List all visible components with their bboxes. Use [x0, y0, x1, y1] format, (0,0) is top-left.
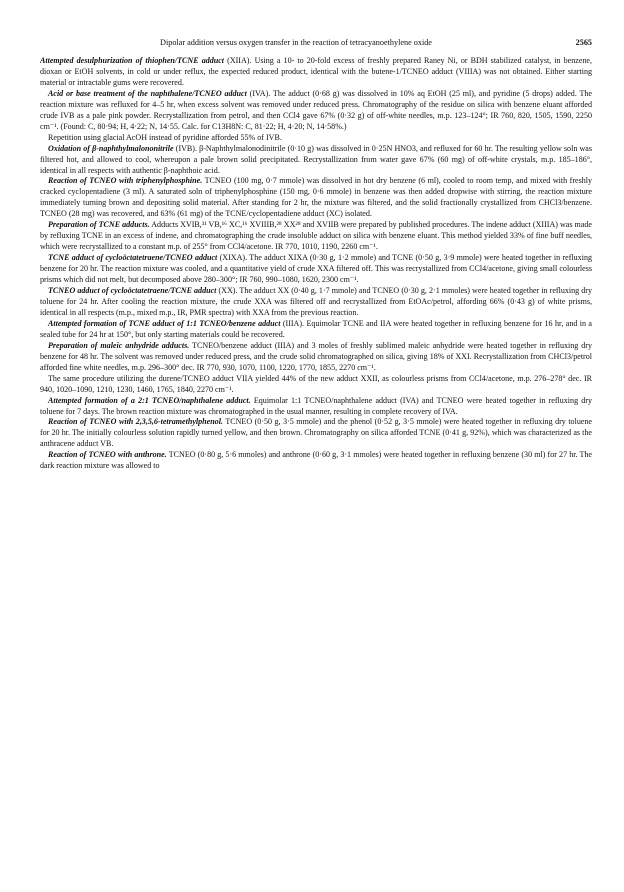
page-header — [40, 38, 592, 52]
paragraph-text: (XX). The adduct XX (0·40 g, 1·7 mmole) and TCNEO (0·30 g, 2·1 mmoles) were heated together in refluxing dry toluene for 24 hr. After cooling the reaction mixture, the crude XXA was filtered off and recrystallized from EtOAc/petrol, affording 66% (0·43 g) of white prisms, identical in all respects (m.p., mixed m.p., IR, PMR spectra) with XXA from the previous reaction. — [40, 286, 592, 317]
paragraph — [40, 374, 592, 396]
paragraph-heading: Acid or base treatment of the naphthalene/TCNEO adduct — [48, 88, 247, 98]
paragraph-heading: Preparation of maleic anhydride adducts. — [48, 340, 190, 350]
paragraph — [40, 450, 592, 472]
paragraph — [40, 176, 592, 220]
paragraph-heading: Reaction of TCNEO with triphenylphosphine. — [48, 176, 203, 186]
journal-page — [40, 38, 592, 878]
paragraph-heading: Preparation of TCNE adducts. — [48, 220, 150, 230]
paragraph-text: Repetition using glacial AcOH instead of pyridine afforded 55% of IVB. — [48, 132, 282, 142]
paragraph — [40, 286, 592, 319]
paragraph-heading: Oxidation of β-naphthylmalononitrile — [48, 143, 174, 153]
paragraph — [40, 319, 592, 341]
paragraph-text: TCNEO/benzene adduct (IIIA) and 3 moles of freshly sublimed maleic anhydride were heated together in refluxing dry benzene for 48 hr. The solvent was removed under reduced press, and the crude solid chromatographed on silica, giving 18% of XXI. Recrystallization from CHCl3/petrol afforded fine white needles, m.p. 296–300° dec. IR 770, 930, 1070, 1100, 1220, 1770, 1855, 2270 cm⁻¹. — [40, 340, 592, 372]
running-title: Dipolar addition versus oxygen transfer in the reaction of tetracyanoethylene oxide — [160, 38, 432, 47]
paragraph — [40, 220, 592, 253]
paragraph-text: TCNEO (0·50 g, 3·5 mmole) and the phenol (0·52 g, 3·5 mmole) were heated together in refluxing dry toluene for 20 hr. The initially colourless solution rapidly turned yellow, and then brown. Chromatography on silica afforded TCNE (0·41 g, 92%), which was characterized as the anthracene adduct VB. — [40, 417, 592, 449]
paragraph-text: (IVA). The adduct (0·68 g) was dissolved in 10% aq EtOH (25 ml), and pyridine (5 drops) added. The reaction mixture was refluxed for 4–5 hr, when excess solvent was removed under reduced press. Chromatography of the residue on silica with benzene eluant afforded crude IVB as a pale pink powder. Recrystallization from petrol, and then CCl4 gave 67% (0·32 g) of off-white needles, m.p. 123–124°; IR 760, 820, 1505, 1590, 2250 cm⁻¹. (Found: C, 80·94; H, 4·22; N, 14·55. Calc. for C13H8N: C, 81·22; H, 4·20; N, 14·58%.) — [40, 88, 592, 131]
paragraph-heading: Reaction of TCNEO with anthrone. — [48, 450, 167, 460]
article-body — [40, 56, 592, 472]
paragraph-heading: TCNE adduct of cycloöctatetraene/TCNEO adduct — [48, 253, 218, 263]
paragraph-heading: Reaction of TCNEO with 2,3,5,6-tetramethylphenol. — [48, 417, 223, 427]
paragraph-text: (IVB). β-Naphthylmalonodinitrile (0·10 g) was dissolved in 0·25N HNO3, and refluxed for 60 hr. The resulting yellow soln was filtered hot, and allowed to cool, whereupon a pale brown solid precipitated. Recrystallization from water gave 67% (60 mg) of off-white crystals, m.p. 185–186°, identical in all respects with authentic β-naphthoic acid. — [40, 143, 592, 175]
page-number: 2565 — [575, 38, 592, 47]
paragraph-heading: Attempted formation of a 2:1 TCNEO/naphthalene adduct. — [48, 395, 251, 405]
paragraph-heading: Attempted desulphurization of thiophen/TCNE adduct — [40, 56, 225, 65]
paragraph-text: Equimolar 1:1 TCNEO/naphthalene adduct (IVA) and TCNEO were heated together in refluxing dry toluene for 7 days. The brown reaction mixture was chromatographed in the usual manner, resulting in complete recovery of IVA. — [40, 395, 592, 416]
paragraph — [40, 56, 592, 89]
paragraph-heading: TCNEO adduct of cycloöctatetraene/TCNE adduct — [48, 286, 217, 296]
paragraph-text: Adducts XVIB,³¹ VB,¹⁶ XC,¹⁶ XVIIIB,²⁸ XX²⁸ and XVIIB were prepared by published procedures. The indene adduct (XIIIA) was made by refluxing TCNE in an excess of indene, and chromatographing the crude insoluble adduct on silica with benzene eluant. This method yielded 33% of fine buff needles, which were recrystallized to a constant m.p. of 255° from CCl4/acetone. IR 770, 1010, 1190, 2260 cm⁻¹. — [40, 220, 592, 252]
paragraph-text: (XIXA). The adduct XIXA (0·30 g, 1·2 mmole) and TCNE (0·50 g, 3·9 mmole) were heated together in refluxing benzene for 20 hr. The reaction mixture was cooled, and a quantitative yield of crude XXA filtered off. This was recrystallized from CCl4/acetone, giving small colourless prisms which did not melt, but decomposed above 280–300°; IR 760, 990–1080, 1620, 2300 cm⁻¹. — [40, 253, 592, 285]
paragraph-text: TCNEO (100 mg, 0·7 mmole) was dissolved in hot dry benzene (6 ml), cooled to room temp, and mixed with freshly cracked cyclopentadiene (3 ml). A saturated soln of triphenylphosphine (150 mg, 0·6 mmole) in benzene was then added dropwise with stirring, the reaction mixture immediately turning brown and depositing solid material. After standing for 2 hr, the mixture was filtered, and the solid fractionally crystallized from CHCl3/benzene. TCNEO (28 mg) was recovered, and 63% (61 mg) of the TCNE/cyclopentadiene adduct (XC) isolated. — [40, 176, 592, 219]
paragraph-text: (IIIA). Equimolar TCNE and IIA were heated together in refluxing benzene for 16 hr, and in a sealed tube for 24 hr at 150°, but only starting materials could be recovered. — [40, 318, 592, 339]
paragraph-heading: Attempted formation of TCNE adduct of 1:1 TCNEO/benzene adduct — [48, 318, 281, 328]
paragraph — [40, 417, 592, 450]
paragraph — [40, 253, 592, 286]
paragraph — [40, 341, 592, 374]
paragraph — [40, 144, 592, 177]
paragraph-text: TCNEO (0·80 g, 5·6 mmoles) and anthrone (0·60 g, 3·1 mmoles) were heated together in refluxing benzene (30 ml) for 27 hr. The dark reaction mixture was allowed to — [40, 450, 592, 471]
paragraph — [40, 133, 592, 144]
paragraph-text: The same procedure utilizing the durene/TCNEO adduct VIIA yielded 44% of the new adduct XXII, as colourless prisms from CCl4/acetone, m.p. 276–278° dec. IR 940, 1020–1090, 1210, 1230, 1460, 1765, 1840, 2270 cm⁻¹. — [40, 373, 592, 394]
paragraph — [40, 396, 592, 418]
paragraph — [40, 89, 592, 133]
paragraph-text: (XIIA). Using a 10- to 20-fold excess of freshly prepared Raney Ni, or BDH stabilized catalyst, in benzene, dioxan or EtOH solvents, in cold or under reflux, the expected reduced product, identical with the butene-1/TCNEO adduct (VIIIA) was not obtained. Either starting material or intractable gums were recovered. — [40, 56, 592, 87]
